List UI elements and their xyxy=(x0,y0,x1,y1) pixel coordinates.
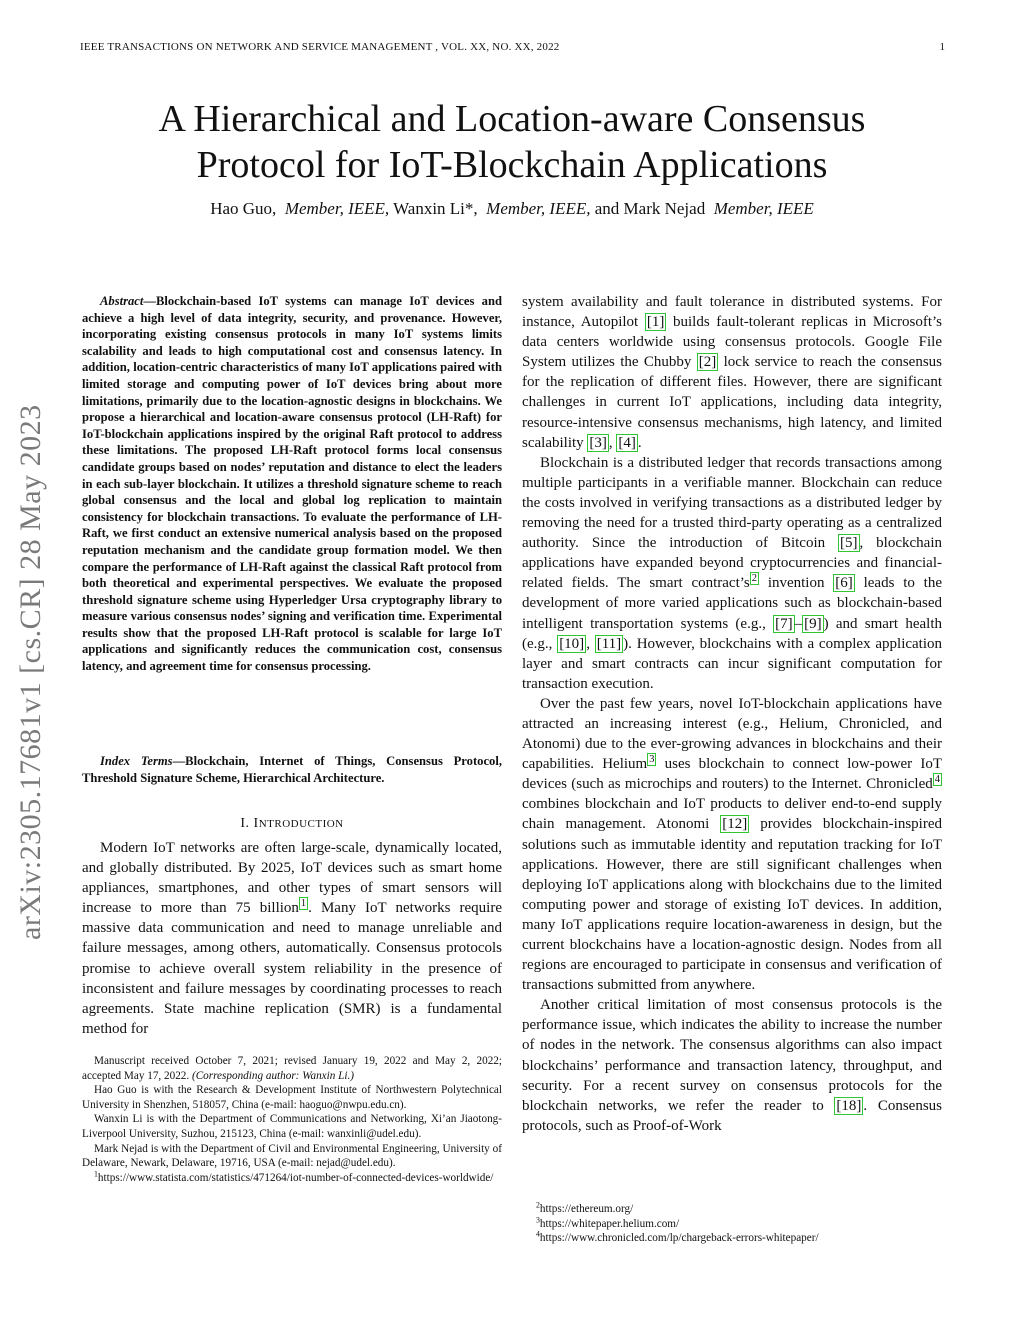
footnote-mark: 3 xyxy=(536,1214,540,1224)
footnote-mark: 2 xyxy=(536,1200,540,1210)
text-span: combines blockchain and IoT products to deliver end-to-end supply chain management. Atonomi xyxy=(522,796,942,833)
footnote-link-url[interactable]: https://www.statista.com/statistics/471264/iot-number-of-connected-devices-worldwide/ xyxy=(97,1171,494,1184)
abstract-label: Abstract xyxy=(100,294,144,308)
citation-link[interactable]: [6] xyxy=(835,575,853,592)
paragraph xyxy=(522,292,942,453)
intro-text xyxy=(82,838,502,1039)
text-span: builds fault-tolerant replicas in Microsoft’s data centers worldwide using consensus protocols. Google File System utilizes the Chubby xyxy=(522,314,942,371)
citation-link[interactable]: [11] xyxy=(596,635,622,652)
citation-link[interactable]: [2] xyxy=(698,354,717,371)
footnote-affiliation: Mark Nejad is with the Department of Civil and Environmental Engineering, University of Delaware, Newark, Delaware, 19716, USA (e-mail: nejad@udel.edu). xyxy=(82,1142,502,1170)
paragraph xyxy=(82,838,502,1039)
footnote-url xyxy=(522,1214,942,1232)
text-span: . Many IoT networks require massive data communication and need to manage unreliable and failure messages, among others, automatically. Consensus protocols promise to achieve overall system reliability in the presence of inconsistent and failure messages by coordinating processes to reach agreements. State machine replication (SMR) is a fundamental method for xyxy=(82,900,502,1037)
footnote-link-url[interactable]: https://whitepaper.helium.com/ xyxy=(539,1217,680,1230)
footnote-link[interactable]: 1 xyxy=(300,898,307,910)
footnote-url xyxy=(522,1231,942,1246)
text-span: invention xyxy=(759,575,834,592)
text-span: uses blockchain to connect low-power IoT devices (such as microchips and routers) to the Internet. Chronicled xyxy=(522,756,942,793)
author-name: Wanxin Li*, xyxy=(393,199,478,218)
author-name: Hao Guo, xyxy=(210,199,277,218)
citation-link[interactable]: [1] xyxy=(646,314,665,331)
footnote-url xyxy=(522,1202,942,1217)
footnote-link[interactable]: 2 xyxy=(751,573,758,585)
paragraph xyxy=(522,694,942,995)
text-span: – xyxy=(794,615,803,632)
citation-link[interactable]: [10] xyxy=(559,635,585,652)
footnote-link[interactable]: 4 xyxy=(934,774,940,786)
footnote-affiliation: Hao Guo is with the Research & Development Institute of Northwestern Polytechnical University in Shenzhen, 518057, China (e-mail: haoguo@nwpu.edu.cn). xyxy=(82,1084,502,1111)
author-role: Member, IEEE xyxy=(713,199,814,218)
text-span: , xyxy=(608,434,617,451)
text-span: provides blockchain-inspired solutions such as immutable identity and reputation tracking for IoT applications. However, there are still significant challenges when deploying IoT applications along with blockchains due to the limited computing power and storage of existing IoT devices. In addition, many IoT applications require location-awareness in design, but the current blockchains have a location-agnostic design. Nodes from all regions are encouraged to participate in consensus and verification of transactions submitted from anywhere. xyxy=(522,816,942,994)
index-terms-label: Index Terms xyxy=(100,754,173,768)
footnote-link[interactable]: 3 xyxy=(649,754,655,766)
text-span: Blockchain is a distributed ledger that records transactions among multiple participants in a verifiable manner. Blockchain can reduce the costs involved in verifying transactions as a distributed ledger by removing the need for a trusted third-party operating as a centralized authority. Since the introduction of Bitcoin xyxy=(522,454,942,552)
abstract-text: —Blockchain-based IoT systems can manage IoT devices and achieve a high level of data integrity, security, and provenance. However, incorporating existing consensus protocols in many IoT systems limits scalability and leads to high computational cost and consensus latency. In addition, location-centric characteristics of many IoT applications paired with limited storage and computing power of IoT devices bring about more limitations, primarily due to the location-agnostic designs in blockchains. We propose a hierarchical and location-aware consensus protocol (LH-Raft) for IoT-blockchain applications inspired by the original Raft protocol to address these limitations. The proposed LH-Raft protocol forms local consensus candidate groups based on nodes’ reputation and distance to elect the leaders in each sub-layer blockchain. It utilizes a threshold signature scheme to reach global consensus and the local and global log replication to maintain consistency for blockchain transactions. To evaluate the performance of LH-Raft, we first conduct an extensive numerical analysis based on the proposed reputation mechanism and the candidate group formation model. We then compare the performance of LH-Raft against the classical Raft protocol from both theoretical and experimental perspectives. We evaluate the proposed threshold signature scheme using Hyperledger Ursa cryptography library to measure various consensus nodes’ signing and verification time. Experimental results show that the proposed LH-Raft protocol is scalable for large IoT applications and significantly reduces the communication cost, consensus latency, and agreement time for consensus processing. xyxy=(82,294,502,674)
footnote-manuscript xyxy=(82,1054,502,1083)
footnotes-left xyxy=(82,1054,502,1185)
text-span: . Consensus protocols, such as Proof-of-Work xyxy=(522,1097,942,1134)
footnote-affiliation: Wanxin Li is with the Department of Communications and Networking, Xi’an Jiaotong-Liverpool University, Suzhou, 215123, China (e-mail: wanxinli@udel.edu). xyxy=(82,1113,502,1140)
section-title-rest: NTRODUCTION xyxy=(258,818,344,830)
footnote-mark: 4 xyxy=(536,1229,540,1239)
page-number: 1 xyxy=(939,41,945,53)
arxiv-stamp: arXiv:2305.17681v1 [cs.CR] 28 May 2023 xyxy=(14,404,47,940)
text-span: lock service to reach the consensus for the replication of different files. However, there are significant challenges in current IoT applications, including data integrity, resource-intensive consensus mechanisms, high latency, and limited scalability xyxy=(522,354,942,451)
citation-link[interactable]: [18] xyxy=(836,1097,862,1114)
footnotes-right xyxy=(522,1202,942,1246)
text-span: . xyxy=(637,434,642,451)
author-role: Member, IEEE, xyxy=(284,199,390,218)
footnote-link-url[interactable]: https://ethereum.org/ xyxy=(539,1203,634,1215)
paper-title xyxy=(80,96,944,188)
text-span: Modern IoT networks are often large-scale, dynamically located, and globally distributed. By 2025, IoT devices such as smart home appliances, smartphones, and other types of smart sensors will increase to more than 75 billion xyxy=(82,840,502,917)
citation-link[interactable]: [12] xyxy=(722,816,748,833)
section-initial: I xyxy=(253,816,259,831)
citation-link[interactable]: [9] xyxy=(804,615,822,632)
text-span: , xyxy=(586,635,595,652)
text-span: Over the past few years, novel IoT-blockchain applications have attracted an increasing interest (e.g., Helium, Chronicled, and Atonomi) due to the ever-growing advances in blockchains and their capabilities. Helium xyxy=(522,695,942,773)
text-span: , blockchain applications have expanded beyond cryptocurrencies and financial-related fields. The smart contract’s xyxy=(522,535,942,592)
text-span: leads to the development of more varied applications such as blockchain-based intelligent transportation systems (e.g., xyxy=(522,575,942,632)
journal-header: IEEE TRANSACTIONS ON NETWORK AND SERVICE MANAGEMENT , VOL. XX, NO. XX, 2022 xyxy=(80,41,560,53)
index-terms xyxy=(82,753,502,786)
footnote-link-url[interactable]: https://www.chronicled.com/lp/chargeback-errors-whitepaper/ xyxy=(539,1232,819,1245)
paragraph xyxy=(522,995,942,1136)
text-span: Another critical limitation of most consensus protocols is the performance issue, which indicates the ability to increase the number of nodes in the network. The consensus algorithms can also impact blockchains’ performance and transaction latency, throughput, and security. For a recent survey on consensus protocols for the blockchain networks, we refer the reader to xyxy=(522,997,942,1114)
citation-link[interactable]: [4] xyxy=(618,434,636,451)
title-line-1: A Hierarchical and Location-aware Consensus xyxy=(158,98,866,140)
index-terms-text: —Blockchain, Internet of Things, Consensus Protocol, Threshold Signature Scheme, Hierarchical Architecture. xyxy=(82,754,502,785)
paragraph xyxy=(522,453,942,694)
text-span: system availability and fault tolerance in distributed systems. For instance, Autopilot xyxy=(522,294,942,331)
abstract xyxy=(82,293,502,675)
text-span: ). However, blockchains with a complex application layer and smart contracts can incur significant computation for transaction execution. xyxy=(522,635,943,692)
footnote-mark: 1 xyxy=(94,1169,98,1179)
section-number: I. xyxy=(240,816,250,831)
footnote-url xyxy=(82,1171,502,1186)
citation-link[interactable]: [7] xyxy=(775,615,793,632)
right-column-text xyxy=(522,292,942,1136)
citation-link[interactable]: [3] xyxy=(589,434,607,451)
corresponding-author-note: (Corresponding author: Wanxin Li.) xyxy=(191,1069,354,1082)
author-list xyxy=(80,199,944,219)
section-heading xyxy=(82,816,502,832)
author-role: Member, IEEE, xyxy=(486,199,591,218)
text-span: ) and smart health (e.g., xyxy=(522,615,942,652)
author-name: and Mark Nejad xyxy=(594,199,706,218)
title-line-2: Protocol for IoT-Blockchain Applications xyxy=(196,144,828,186)
citation-link[interactable]: [5] xyxy=(840,535,858,552)
text-span: Manuscript received October 7, 2021; revised January 19, 2022 and May 2, 2022; accepted May 17, 2022. xyxy=(82,1055,502,1082)
